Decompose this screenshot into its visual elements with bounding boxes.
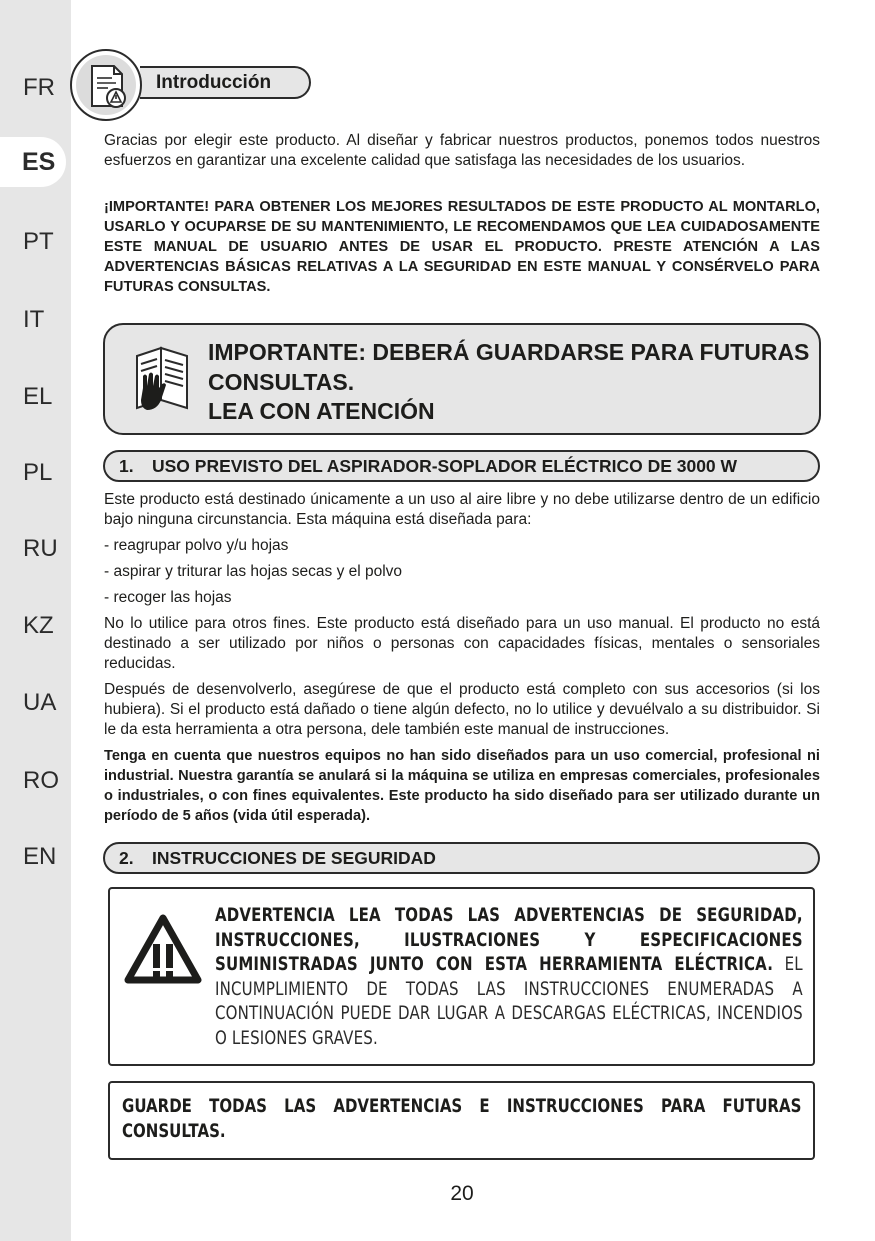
important-line-1: IMPORTANTE: DEBERÁ GUARDARSE PARA FUTURAS xyxy=(208,339,810,365)
safety-warning-text xyxy=(215,903,803,1050)
warning-regular-text: EL INCUMPLIMIENTO DE TODAS LAS INSTRUCCIONES ENUMERADAS A CONTINUACIÓN PUEDE DAR LUGAR A DESCARGAS ELÉCTRICAS, INCENDIOS O LESIONES GRAVES. xyxy=(215,953,803,1049)
intro-paragraph: Gracias por elegir este producto. Al diseñar y fabricar nuestros productos, ponemos todos nuestros esfuerzos en garantizar una excelente calidad que satisfaga las necesidades de los usuarios. xyxy=(104,132,820,169)
lang-ro[interactable]: RO xyxy=(23,767,59,794)
warning-triangle-icon xyxy=(124,914,202,986)
save-instructions-box xyxy=(108,1081,815,1160)
lang-pl[interactable]: PL xyxy=(23,459,53,486)
section1-intro: Este producto está destinado únicamente a un uso al aire libre y no debe utilizarse dentro de un edificio bajo ninguna circunstancia. Esta máquina está diseñada para: xyxy=(104,491,820,528)
lang-es[interactable]: ES xyxy=(0,137,66,187)
section-title: USO PREVISTO DEL ASPIRADOR-SOPLADOR ELÉCTRICO DE 3000 W xyxy=(152,456,738,476)
manual-hand-icon xyxy=(131,344,197,418)
lang-pt[interactable]: PT xyxy=(23,228,54,255)
save-instructions-text: GUARDE TODAS LAS ADVERTENCIAS E INSTRUCCIONES PARA FUTURAS CONSULTAS. xyxy=(122,1095,802,1142)
section-number: 2. xyxy=(119,848,134,868)
lang-ua[interactable]: UA xyxy=(23,689,57,716)
lang-el[interactable]: EL xyxy=(23,383,53,410)
section-title: INSTRUCCIONES DE SEGURIDAD xyxy=(152,848,436,868)
section-header-2 xyxy=(103,842,820,874)
intro-important: ¡IMPORTANTE! PARA OBTENER LOS MEJORES RESULTADOS DE ESTE PRODUCTO AL MONTARLO, USARLO Y OCUPARSE DE SU MANTENIMIENTO, LE RECOMENDAMOS QUE LEA CUIDADOSAMENTE ESTE MANUAL DE USUARIO ANTES DE USAR EL PRODUCTO. PRESTE ATENCIÓN A LAS ADVERTENCIAS BÁSICAS RELATIVAS A LA SEGURIDAD EN ESTE MANUAL Y CONSÉRVELO PARA FUTURAS CONSULTAS. xyxy=(104,199,820,295)
section1-paragraph-3: Después de desenvolverlo, asegúrese de que el producto está completo con sus accesorios (si los hubiera). Si el producto está dañado o tiene algún defecto, no lo utilice y devuélvalo a su distribuidor. Si le da esta herramienta a otra persona, dele también este manual de instrucciones. xyxy=(104,681,820,738)
important-line-2: CONSULTAS. xyxy=(208,368,355,395)
section-number: 1. xyxy=(119,456,134,476)
important-line-3: LEA CON ATENCIÓN xyxy=(208,398,435,424)
document-warning-icon xyxy=(70,49,142,121)
lang-ru[interactable]: RU xyxy=(23,535,58,562)
section1-paragraph-2: No lo utilice para otros fines. Este producto está diseñado para un uso manual. El producto no está destinado a ser utilizado por niños o personas con capacidades físicas, mentales o sensoriales reducidas. xyxy=(104,615,820,672)
warning-bold-text: ADVERTENCIA LEA TODAS LAS ADVERTENCIAS DE SEGURIDAD, INSTRUCCIONES, ILUSTRACIONES Y ESPECIFICACIONES SUMINISTRADAS JUNTO CON ESTA HERRAMIENTA ELÉCTRICA. xyxy=(215,904,803,975)
lang-it[interactable]: IT xyxy=(23,306,45,333)
section-header-1 xyxy=(103,450,820,482)
section-title-introduction: Introducción xyxy=(140,66,311,99)
list-item: - reagrupar polvo y/u hojas xyxy=(104,537,289,554)
section1-paragraph-4: Tenga en cuenta que nuestros equipos no han sido diseñados para un uso comercial, profesional ni industrial. Nuestra garantía se anulará si la máquina se utiliza en empresas comerciales, profesionales o industriales, o con fines equivalentes. Este producto ha sido diseñado para ser utilizado durante un período de 5 años (vida útil esperada). xyxy=(104,748,820,824)
lang-fr[interactable]: FR xyxy=(23,74,55,101)
list-item: - aspirar y triturar las hojas secas y el polvo xyxy=(104,563,403,580)
important-box-text xyxy=(208,338,809,427)
list-item: - recoger las hojas xyxy=(104,589,232,606)
safety-warning-box xyxy=(108,887,815,1066)
lang-en[interactable]: EN xyxy=(23,843,57,870)
lang-kz[interactable]: KZ xyxy=(23,612,54,639)
important-box xyxy=(103,323,821,435)
language-sidebar xyxy=(0,0,71,1241)
page-number: 20 xyxy=(450,1182,474,1205)
